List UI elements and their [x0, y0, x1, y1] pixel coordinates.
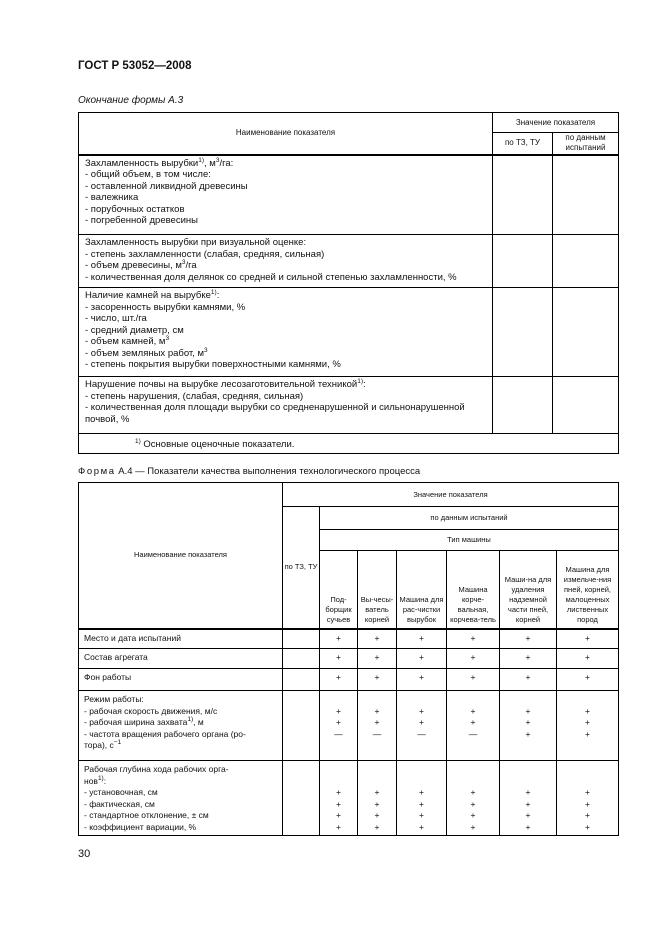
a4-mark: + — [500, 649, 557, 669]
a4-mark: + — [557, 649, 619, 669]
a4-mark: + + + + — [500, 761, 557, 836]
a4-mark: + + — — [447, 691, 500, 761]
a4-cell-tz — [283, 761, 320, 836]
a4-machine-header: Машина для измельче-ния пней, корней, малоценных лиственных пород — [557, 551, 619, 629]
form-a3-table — [78, 112, 619, 454]
a4-header-tz: по ТЗ, ТУ — [283, 507, 320, 629]
a4-mark: + + — — [397, 691, 447, 761]
a4-machine-header: Машина корче-вальная, корчева-тель — [447, 551, 500, 629]
a4-mark: + — [320, 669, 358, 691]
a3-footnote: $^{1)}$ Основные оценочные показатели. — [79, 434, 619, 454]
a3-header-test: по данным испытаний — [553, 133, 619, 155]
a3-section-stones: Наличие камней на вырубке$^{1)}$: - засоренность вырубки камнями, % - число, шт./га - средний диаметр, см - объем камней, $м^3$ - объем земляных работ, $м^3$ - степень покрытия вырубки поверхностными камнями, % — [79, 288, 493, 377]
a4-mark: + — [397, 649, 447, 669]
a4-header-test: по данным испытаний — [320, 507, 619, 530]
a4-row-label: Фон работы — [79, 669, 283, 691]
table-row — [79, 669, 619, 691]
a3-value-tz — [493, 235, 553, 288]
a4-mark: + + — — [320, 691, 358, 761]
a3-value-tz — [493, 377, 553, 434]
a4-mark: + — [447, 669, 500, 691]
a4-cell-tz — [283, 669, 320, 691]
a4-mark: + + + + — [358, 761, 397, 836]
a4-mark: + — [447, 629, 500, 649]
a4-header-value: Значение показателя — [283, 483, 619, 507]
a4-mark: + + + — [500, 691, 557, 761]
a4-machine-header: Под-борщик сучьев — [320, 551, 358, 629]
a4-mark: + — [358, 649, 397, 669]
a4-mark: + + + + — [557, 761, 619, 836]
a3-section-soil: Нарушение почвы на вырубке лесозаготовительной техникой$^{1)}$: - степень нарушения, (слабая, средняя, сильная) - количественная доля площади вырубки со средненарушенной и сильнонарушенной почвой, % — [79, 377, 493, 434]
a3-value-tz — [493, 288, 553, 377]
a4-mark: + — [358, 669, 397, 691]
a4-mark: + — [397, 669, 447, 691]
a4-row-label: Место и дата испытаний — [79, 629, 283, 649]
a3-value-tz — [493, 155, 553, 235]
form-a4-table — [78, 482, 619, 836]
a4-mark: + — [447, 649, 500, 669]
table-row — [79, 629, 619, 649]
a4-mark: + + + + — [397, 761, 447, 836]
a4-mark: + — [500, 669, 557, 691]
a4-cell-tz — [283, 691, 320, 761]
a3-section-visual: Захламленность вырубки при визуальной оценке: - степень захламленности (слабая, средняя, сильная) - объем древесины, $м^3/га$ - количественная доля делянок со средней и сильной степенью захламленности, % — [79, 235, 493, 288]
form-a3-caption: Окончание формы А.3 — [78, 95, 184, 106]
a4-mark: + — [320, 649, 358, 669]
a3-header-value: Значение показателя — [493, 113, 619, 133]
a4-mark: + + + — [557, 691, 619, 761]
a3-value-test — [553, 377, 619, 434]
a3-header-tz: по ТЗ, ТУ — [493, 133, 553, 155]
a4-mark: + + — — [358, 691, 397, 761]
a4-mark: + — [500, 629, 557, 649]
a4-cell-tz — [283, 649, 320, 669]
a4-cell-tz — [283, 629, 320, 649]
a4-mark: + — [397, 629, 447, 649]
table-row — [79, 761, 619, 836]
a4-mark: + + + + — [320, 761, 358, 836]
form-a4-caption: Форма А.4 — Показатели качества выполнения технологического процесса — [78, 466, 421, 477]
a4-mark: + — [358, 629, 397, 649]
a4-header-machine-type: Тип машины — [320, 530, 619, 551]
table-row — [79, 691, 619, 761]
a4-machine-header: Машина для рас-чистки вырубок — [397, 551, 447, 629]
document-header: ГОСТ Р 53052—2008 — [78, 60, 192, 72]
a3-value-test — [553, 235, 619, 288]
a4-machine-header: Вы-чесы-ватель корней — [358, 551, 397, 629]
a3-value-test — [553, 288, 619, 377]
a4-mark: + — [320, 629, 358, 649]
a4-mark: + — [557, 669, 619, 691]
a4-mark: + — [557, 629, 619, 649]
a4-row-label: Состав агрегата — [79, 649, 283, 669]
a4-row-mode: Режим работы: - рабочая скорость движения, м/с - рабочая ширина захвата$^{1)}$, м - частота вращения рабочего органа (ро- тора), $с^{-1}$ — [79, 691, 283, 761]
a3-value-test — [553, 155, 619, 235]
table-row — [79, 649, 619, 669]
a4-header-name: Наименование показателя — [79, 483, 283, 629]
a3-header-name: Наименование показателя — [79, 113, 493, 155]
page-number: 30 — [78, 848, 91, 860]
a3-section-debris: Захламленность вырубки$^{1)}$, $м^3/га$: - общий объем, в том числе: - оставленной ликвидной древесины - валежника - порубочных остатков - погребенной древесины — [79, 155, 493, 235]
a4-mark: + + + + — [447, 761, 500, 836]
a4-row-depth: Рабочая глубина хода рабочих орга- нов$^{1)}$: - установочная, см - фактическая, см - стандартное отклонение, ± см - коэффициент вариации, % — [79, 761, 283, 836]
a4-machine-header: Маши-на для удаления надземной части пней, корней — [500, 551, 557, 629]
